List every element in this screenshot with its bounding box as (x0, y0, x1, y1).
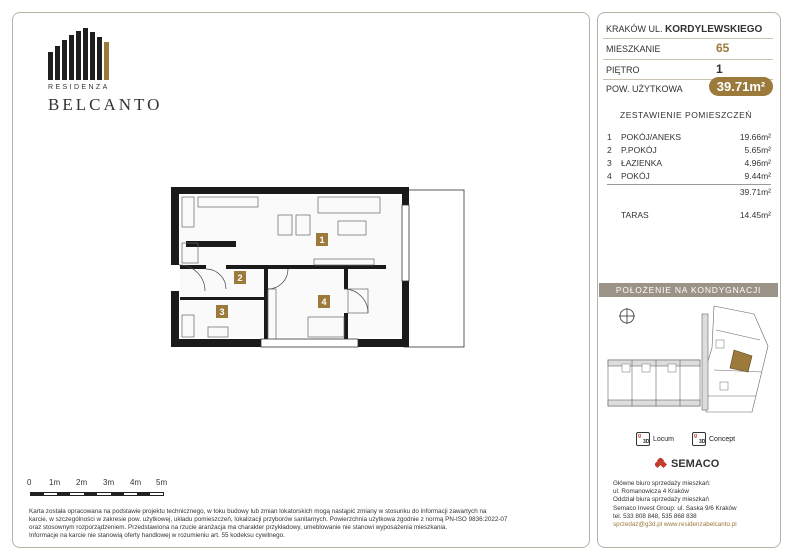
floor-plan (168, 185, 468, 350)
floor-position-title: POŁOŻENIE NA KONDYGNACJI (599, 283, 778, 297)
scale-label-4: 4m (130, 478, 142, 487)
list-item: 2 P.POKÓJ 5.65m² (607, 145, 771, 155)
semaco-mark-icon (655, 458, 667, 470)
terrace-row: TARAS 14.45m² (621, 210, 771, 220)
street-name: KORDYLEWSKIEGO (665, 24, 763, 35)
scale-label-1: 1m (49, 478, 61, 487)
address: KRAKÓW UL. KORDYLEWSKIEGO (606, 24, 763, 35)
disclaimer: Karta została opracowana na podstawie projektu technicznego, w toku budowy lub zmian lokatorskich mogą nastąpić zmiany w stosunku do informacji zawartych na karcie, w szczególności w zakresie pow. użytkowej, układu pomieszczeń, lokalizacji przyborów sanitarnych. Powierzchnia użytkowa zgodnie z normą PN-ISO 9836:2022-07 oraz stosownym rozporządzeniem. Przedstawiona na rzucie aranżacja ma charakter przykładowy, umeblowanie nie stanowi wyposażenia mieszkania. Informacje na karcie nie stanowią oferty handlowej w rozumieniu art. 55 kodeksu cywilnego. (29, 508, 508, 539)
rooms-table (607, 132, 771, 223)
room-label-2-text: 2 (237, 273, 243, 283)
scale-label-0: 0 (27, 478, 32, 487)
room-label-1-text: 1 (319, 235, 325, 245)
floor-label: PIĘTRO (606, 65, 640, 75)
g3d-icon: g 3D (694, 433, 706, 445)
list-item: 1 POKÓJ/ANEKS 19.66m² (607, 132, 771, 142)
partner-logos (636, 432, 776, 450)
flat-number: 65 (716, 41, 730, 55)
room-label-4-text: 4 (321, 297, 327, 307)
scale-label-3: 3m (103, 478, 115, 487)
list-item: 3 ŁAZIENKA 4.96m² (607, 158, 771, 168)
area-badge: 39.71m² (709, 77, 773, 96)
floor-number: 1 (716, 62, 723, 76)
g3d-concept-logo: g 3D Concept (694, 433, 736, 445)
logo-subtitle: RESIDENZA (48, 84, 110, 91)
sales-contact: Główne biuro sprzedaży mieszkań: ul. Romanowicza 4 Kraków Oddział biura sprzedaży mieszkań Semaco Invest Group: ul. Saska 9/6 Kraków tel. 533 808 848, 535 868 838 sprzedaz@g3d.pl www.residenzabelcanto.pl (613, 480, 777, 529)
g3d-icon: g 3D (638, 433, 650, 445)
semaco-logo: SEMACO (655, 458, 719, 470)
g3d-locum-logo: g 3D Locum (638, 433, 675, 445)
key-plan (602, 300, 778, 418)
logo-bars-icon (48, 28, 112, 80)
terrace-outline (404, 190, 464, 347)
scale-label-2: 2m (76, 478, 88, 487)
flat-label: MIESZKANIE (606, 44, 661, 54)
rooms-title: ZESTAWIENIE POMIESZCZEŃ (620, 110, 752, 120)
logo-name: BELCANTO (48, 95, 163, 114)
contact-links[interactable]: sprzedaz@g3d.pl www.residenzabelcanto.pl (613, 521, 737, 529)
rooms-total: 39.71m² (739, 187, 771, 197)
list-item: 4 POKÓJ 9.44m² (607, 171, 771, 185)
apartment-highlight (730, 350, 752, 372)
compass-icon (619, 308, 635, 324)
area-label: POW. UŻYTKOWA (606, 84, 683, 94)
scale-label-5: 5m (156, 478, 168, 487)
room-label-3-text: 3 (219, 307, 225, 317)
